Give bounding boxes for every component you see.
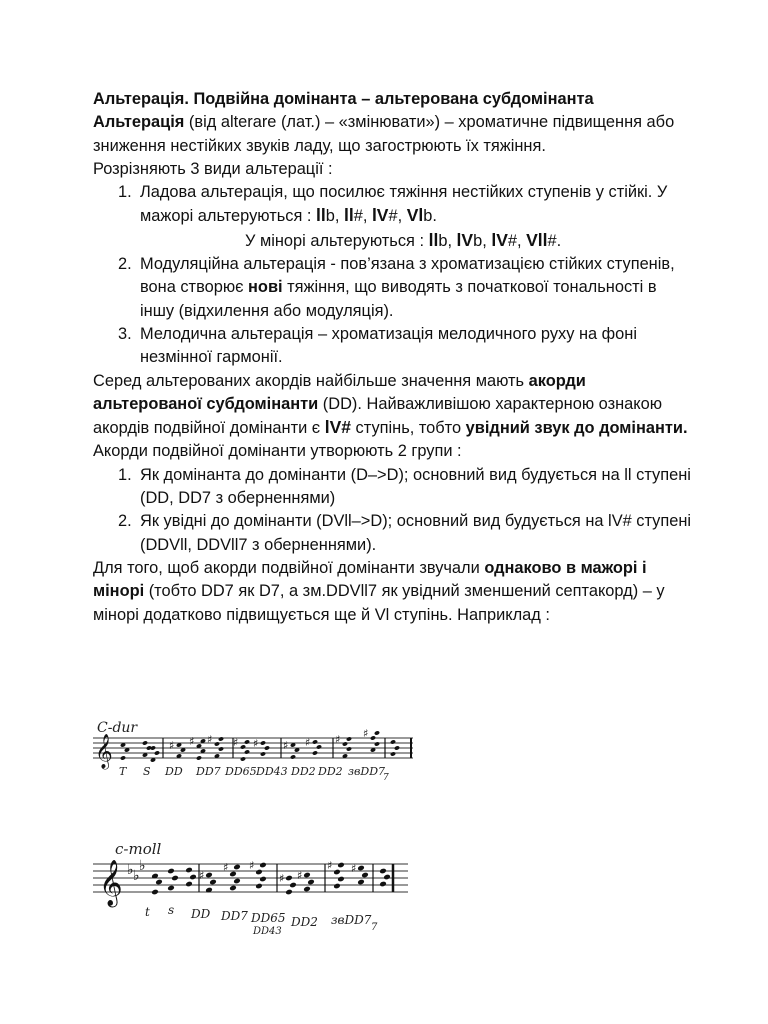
note-head	[361, 872, 369, 879]
key-label: C-dur	[97, 720, 138, 736]
note-head	[244, 749, 250, 754]
note-head	[394, 745, 400, 750]
list-item-text: Як домінанта до домінанти (D–>D); основний вид будується на ll ступені (DD, DD7 з оберненнями)	[140, 465, 691, 508]
note-head	[333, 869, 341, 876]
sharp-icon: ♯	[249, 859, 255, 872]
note-head	[155, 879, 163, 886]
emphasis: lV#	[324, 417, 351, 438]
types-intro: Розрізняють 3 види альтерації :	[93, 159, 333, 178]
note-head	[255, 869, 263, 876]
text-run: ступінь, тобто	[351, 419, 466, 438]
note-head	[229, 885, 237, 892]
music-staff	[93, 712, 423, 794]
note-head	[185, 881, 193, 888]
accidental: #	[547, 231, 557, 250]
note-head	[260, 740, 266, 745]
function-label: DD2	[318, 765, 343, 778]
function-label: DD	[165, 765, 183, 778]
sharp-icon: ♯	[199, 869, 205, 882]
note-head	[342, 741, 348, 746]
function-label: DD7	[221, 909, 248, 923]
list-item	[93, 323, 693, 370]
note-head	[290, 754, 296, 759]
accidental: b	[423, 207, 433, 226]
note-head	[229, 871, 237, 878]
degree: ll	[316, 205, 326, 226]
document-title: Альтерація. Подвійна домінанта – альтерована субдомінанта	[93, 90, 594, 108]
note-head	[379, 881, 387, 888]
note-head	[303, 886, 311, 893]
note-head	[154, 750, 160, 755]
note-head	[150, 745, 156, 750]
note-head	[390, 751, 396, 756]
flat-icon: ♭	[133, 868, 140, 884]
degree: ll	[428, 229, 439, 250]
sharp-icon: ♯	[223, 861, 229, 874]
sharp-icon: ♯	[297, 869, 303, 882]
key-label: c-moll	[115, 840, 162, 858]
note-head	[259, 862, 267, 869]
note-head	[240, 744, 246, 749]
function-label: DD	[191, 907, 211, 921]
text-run: Серед альтерованих акордів найбільше значення мають	[93, 371, 529, 390]
note-head	[316, 744, 322, 749]
note-head	[218, 736, 224, 741]
function-label: DD2	[291, 915, 318, 929]
function-labels	[145, 903, 378, 937]
sharp-icon: ♯	[363, 727, 369, 740]
function-label: DD65	[251, 911, 286, 925]
note-head	[390, 739, 396, 744]
degree: lV	[491, 229, 508, 250]
sharp-icon: ♯	[327, 859, 333, 872]
note-head	[312, 750, 318, 755]
treble-clef-icon: 𝄞	[99, 860, 123, 906]
emphasis: акорди альтерованої субдомінанти	[93, 371, 586, 413]
note-head	[337, 876, 345, 883]
c-major-example	[93, 712, 423, 794]
note-head	[357, 879, 365, 886]
note-head	[218, 746, 224, 751]
note-head	[259, 876, 267, 883]
note-head	[374, 741, 380, 746]
accidental: #	[353, 207, 363, 226]
note-head	[233, 864, 241, 871]
note-head	[337, 862, 345, 869]
note-head	[151, 889, 159, 896]
accidental: #	[507, 231, 517, 250]
flat-icon: ♭	[127, 862, 134, 878]
note-head	[209, 879, 217, 886]
text-run: (тобто DD7 як D7, а зм.DDVll7 як увідний зменшений септакорд) – у мінорі додатково підвищується ще й Vl ступінь. Наприклад :	[93, 582, 665, 624]
minor-alterations-line: У мінорі альтеруються : llb, lVb, lV#, Vll#.	[245, 229, 562, 250]
function-label: звDD7	[331, 913, 372, 927]
emphasis: однаково в мажорі і мінорі	[93, 558, 647, 601]
function-label: DD43	[256, 765, 288, 778]
minor-prefix: У мінорі альтеруються :	[245, 231, 429, 250]
treble-clef-icon: 𝄞	[95, 734, 113, 769]
function-label: t	[145, 905, 150, 919]
sharp-icon: ♯	[335, 733, 341, 746]
list-number: 2.	[118, 255, 132, 274]
note-head	[307, 879, 315, 886]
list-item	[93, 253, 693, 323]
degree: lV	[456, 229, 474, 250]
list-item	[93, 464, 693, 511]
note-head	[214, 741, 220, 746]
note-head	[303, 872, 311, 879]
function-label: DD2	[291, 765, 316, 778]
note-head	[189, 874, 197, 881]
note-head	[142, 740, 148, 745]
minor-note-paragraph	[93, 557, 693, 627]
note-head	[233, 878, 241, 885]
sharp-icon: ♯	[351, 862, 357, 875]
note-head	[264, 745, 270, 750]
sharp-icon: ♯	[189, 735, 195, 748]
note-head	[120, 755, 126, 760]
note-head	[240, 756, 246, 761]
note-head	[285, 875, 293, 882]
function-label: T	[119, 765, 127, 778]
note-head	[346, 746, 352, 751]
accidental: b	[473, 231, 483, 250]
groups-intro: Акорди подвійної домінанти утворюють 2 групи :	[93, 442, 462, 461]
function-label: S	[143, 765, 151, 778]
definition-paragraph	[93, 111, 693, 158]
chord-notes	[120, 727, 400, 763]
double-dominant-paragraph	[93, 370, 693, 441]
sharp-icon: ♯	[253, 737, 259, 750]
list-number: 2.	[118, 512, 132, 531]
note-head	[383, 874, 391, 881]
degree: Vl	[406, 205, 424, 226]
degree: ll	[343, 205, 354, 226]
chord-groups-list	[93, 464, 693, 557]
note-head	[196, 755, 202, 760]
text-run: (DD). Найважливішою характерною ознакою акордів подвійної домінанти є	[93, 394, 663, 438]
note-head	[289, 882, 297, 889]
note-head	[167, 885, 175, 892]
function-label: 7	[371, 922, 378, 933]
accidental: b	[438, 231, 448, 250]
note-head	[346, 736, 352, 741]
list-number: 1.	[118, 465, 132, 484]
list-item-text: Як увідні до домінанти (DVll–>D); основний вид будується на lV# ступені (DDVll, DDVll7 з оберненнями).	[140, 512, 692, 554]
note-head	[374, 730, 380, 735]
note-head	[312, 739, 318, 744]
definition-term: Альтерація	[93, 113, 185, 132]
title-paragraph	[93, 88, 693, 111]
function-label: DD65	[225, 765, 257, 778]
emphasis: нові	[248, 278, 283, 297]
degree: lV	[371, 205, 389, 226]
music-staff	[93, 836, 413, 940]
list-number: 1.	[118, 183, 132, 202]
note-head	[255, 883, 263, 890]
sharp-icon: ♯	[169, 739, 175, 752]
list-item-text: Мелодична альтерація – хроматизація мелодичного руху на фоні незмінної гармонії.	[140, 324, 637, 367]
list-item: 1. Ладова альтерація, що посилює тяжіння нестійких ступенів у стійкі. У мажорі альтеруються : llb, ll#, lV#, Vlb. У мінорі альтеруються : llb, lVb, lV#, Vll#.	[93, 181, 693, 253]
flat-icon: ♭	[139, 858, 146, 874]
emphasis: увідний звук до домінанти.	[465, 419, 688, 438]
note-head	[205, 872, 213, 879]
accidental: #	[388, 207, 398, 226]
document-text	[93, 88, 693, 627]
function-labels	[119, 765, 389, 783]
sharp-icon: ♯	[279, 872, 285, 885]
list-item-text: Модуляційна альтерація - пов’язана з хроматизацією стійких ступенів, вона створює	[140, 255, 675, 297]
note-head	[244, 739, 250, 744]
note-head	[370, 735, 376, 740]
function-label: s	[168, 903, 175, 917]
note-head	[333, 883, 341, 890]
note-head	[185, 867, 193, 874]
accidental: b	[325, 207, 335, 226]
note-head	[357, 865, 365, 872]
note-head	[260, 751, 266, 756]
text-run: Для того, щоб акорди подвійної домінанти звучали	[93, 558, 485, 577]
list-item	[93, 510, 693, 557]
function-label: DD43	[253, 926, 282, 937]
alteration-types-list	[93, 181, 693, 369]
c-minor-example	[93, 836, 413, 940]
sharp-icon: ♯	[305, 736, 311, 749]
definition-text: (від alterare (лат.) – «змінювати») – хроматичне підвищення або зниження нестійких звуків ладу, що загострюють їх тяжіння.	[93, 113, 675, 155]
note-head	[379, 868, 387, 875]
list-item-text: Ладова альтерація, що посилює тяжіння нестійких ступенів у стійкі. У мажорі альтеруються :	[140, 183, 668, 226]
sharp-icon: ♯	[207, 733, 213, 746]
list-number: 3.	[118, 324, 132, 343]
note-head	[171, 875, 179, 882]
function-label: DD7	[196, 765, 221, 778]
function-label: 7	[383, 773, 389, 783]
sharp-icon: ♯	[283, 739, 289, 752]
note-head	[285, 889, 293, 896]
sharp-icon: ♯	[233, 736, 239, 749]
note-head	[167, 868, 175, 875]
degree: Vll	[526, 229, 548, 250]
function-label: звDD7	[348, 765, 386, 778]
list-item-text: тяжіння, що виводять з початкової тональності в іншу (відхилення або модуляція).	[140, 278, 657, 320]
